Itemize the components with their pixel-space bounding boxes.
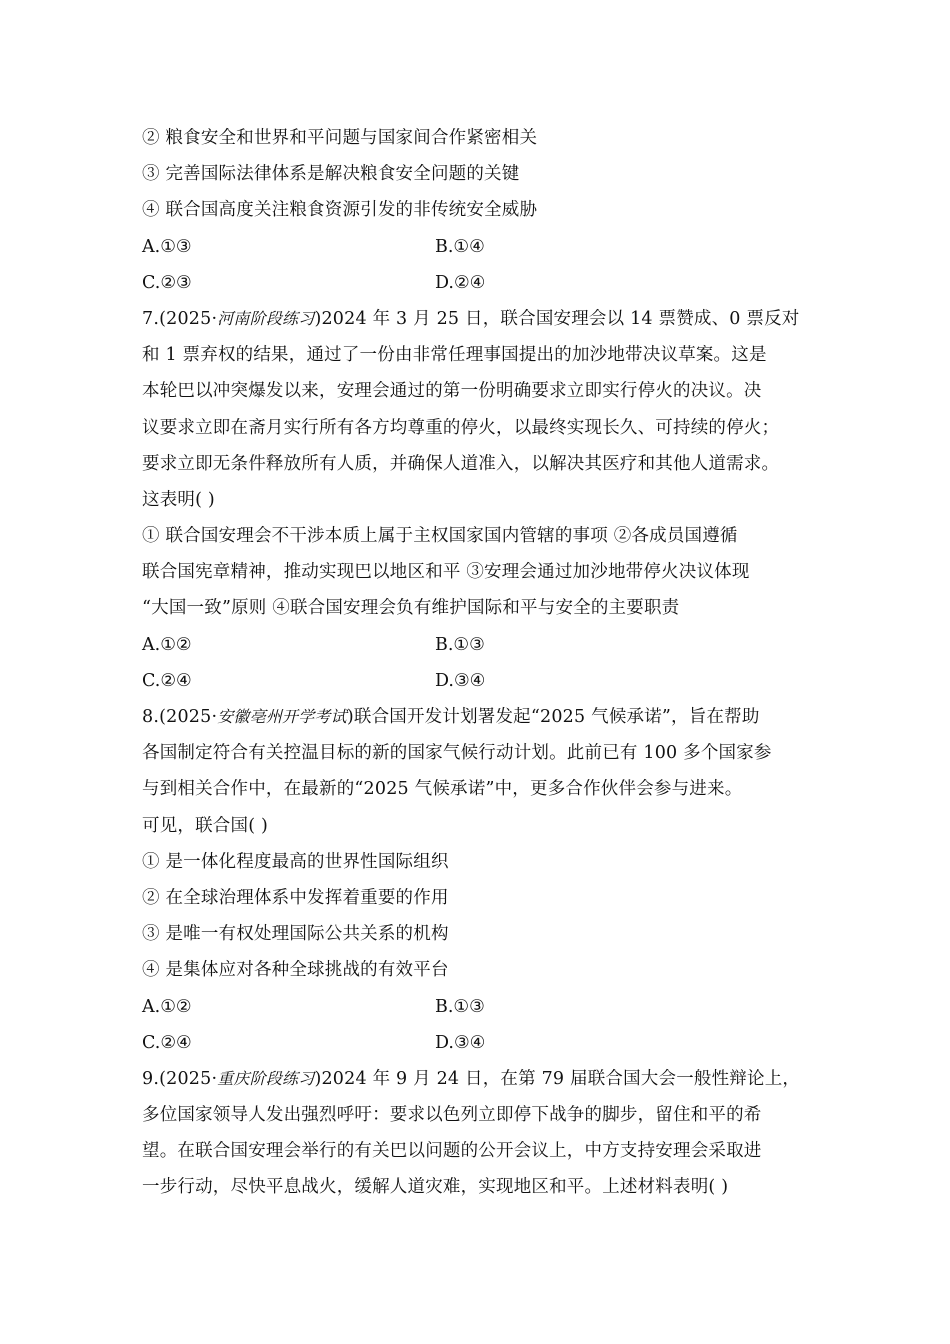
question-stem <box>142 1061 822 1097</box>
stem-text: 一步行动，尽快平息战火，缓解人道灾难，实现地区和平。上述材料表明( ) <box>142 1177 729 1198</box>
question-8 <box>142 699 822 1061</box>
option-d[interactable]: D.③④ <box>435 670 486 691</box>
stem-text: )2024 年 9 月 24 日，在第 79 届联合国大会一般性辩论上， <box>314 1068 801 1089</box>
question-7 <box>142 301 822 699</box>
stem-text: )联合国开发计划署发起“2025 气候承诺”，旨在帮助 <box>346 707 760 727</box>
statement: ① 联合国安理会不干涉本质上属于主权国家国内管辖的事项 ②各成员国遵循 <box>142 526 738 547</box>
statement: ④ 是集体应对各种全球挑战的有效平台 <box>142 960 449 981</box>
option-d[interactable]: D.②④ <box>435 272 486 293</box>
option-b[interactable]: B.①④ <box>435 236 485 257</box>
question-source: 河南阶段练习 <box>217 308 315 328</box>
stem-text: 各国制定符合有关控温目标的新的国家气候行动计划。此前已有 100 多个国家参 <box>142 743 772 764</box>
statement: ③ 完善国际法律体系是解决粮食安全问题的关键 <box>142 164 520 185</box>
question-6 <box>142 120 822 301</box>
stem-text: 与到相关合作中，在最新的“2025 气候承诺”中，更多合作伙伴会参与进来。 <box>142 779 743 800</box>
document-page <box>142 120 822 1206</box>
stem-text: 这表明( ) <box>142 489 215 510</box>
statement: 联合国宪章精神，推动实现巴以地区和平 ③安理会通过加沙地带停火决议体现 <box>142 562 750 583</box>
options-row <box>142 627 822 663</box>
statement: ① 是一体化程度最高的世界性国际组织 <box>142 851 449 872</box>
options-row <box>142 1025 822 1061</box>
stem-text: 本轮巴以冲突爆发以来，安理会通过的第一份明确要求立即实行停火的决议。决 <box>142 381 762 402</box>
options-row <box>142 265 822 301</box>
stem-text: 要求立即无条件释放所有人质，并确保人道准入，以解决其医疗和其他人道需求。 <box>142 453 780 474</box>
stem-text: 议要求立即在斋月实行所有各方均尊重的停火，以最终实现长久、可持续的停火； <box>142 417 780 438</box>
question-source: 重庆阶段练习 <box>217 1068 315 1088</box>
statement: ② 在全球治理体系中发挥着重要的作用 <box>142 887 449 908</box>
stem-text: 和 1 票弃权的结果，通过了一份由非常任理事国提出的加沙地带决议草案。这是 <box>142 345 767 366</box>
option-b[interactable]: B.①③ <box>435 996 485 1017</box>
option-a[interactable]: A.①② <box>142 634 192 655</box>
options-row <box>142 663 822 699</box>
question-number: 8.(2025· <box>142 707 218 727</box>
question-number: 7.(2025· <box>142 308 218 329</box>
statement: ③ 是唯一有权处理国际公共关系的机构 <box>142 924 449 945</box>
question-source: 安徽亳州开学考试 <box>217 707 347 726</box>
question-9 <box>142 1061 822 1206</box>
stem-text: 可见，联合国( ) <box>142 815 269 836</box>
question-stem <box>142 301 822 337</box>
option-d[interactable]: D.③④ <box>435 1032 486 1053</box>
option-a[interactable]: A.①② <box>142 996 192 1017</box>
option-b[interactable]: B.①③ <box>435 634 485 655</box>
statement: “大国一致”原则 ④联合国安理会负有维护国际和平与安全的主要职责 <box>142 598 680 619</box>
stem-text: 多位国家领导人发出强烈呼吁：要求以色列立即停下战争的脚步，留住和平的希 <box>142 1105 762 1126</box>
stem-text: )2024 年 3 月 25 日，联合国安理会以 14 票赞成、0 票反对 <box>314 308 800 329</box>
question-number: 9.(2025· <box>142 1068 218 1089</box>
option-c[interactable]: C.②④ <box>142 1032 192 1053</box>
options-row <box>142 989 822 1025</box>
option-c[interactable]: C.②④ <box>142 670 192 691</box>
option-a[interactable]: A.①③ <box>142 236 192 257</box>
statement: ④ 联合国高度关注粮食资源引发的非传统安全威胁 <box>142 200 538 221</box>
options-row <box>142 229 822 265</box>
stem-text: 望。在联合国安理会举行的有关巴以问题的公开会议上，中方支持安理会采取进 <box>142 1141 762 1162</box>
question-stem <box>142 699 822 735</box>
statement: ② 粮食安全和世界和平问题与国家间合作紧密相关 <box>142 128 538 148</box>
option-c[interactable]: C.②③ <box>142 272 192 293</box>
